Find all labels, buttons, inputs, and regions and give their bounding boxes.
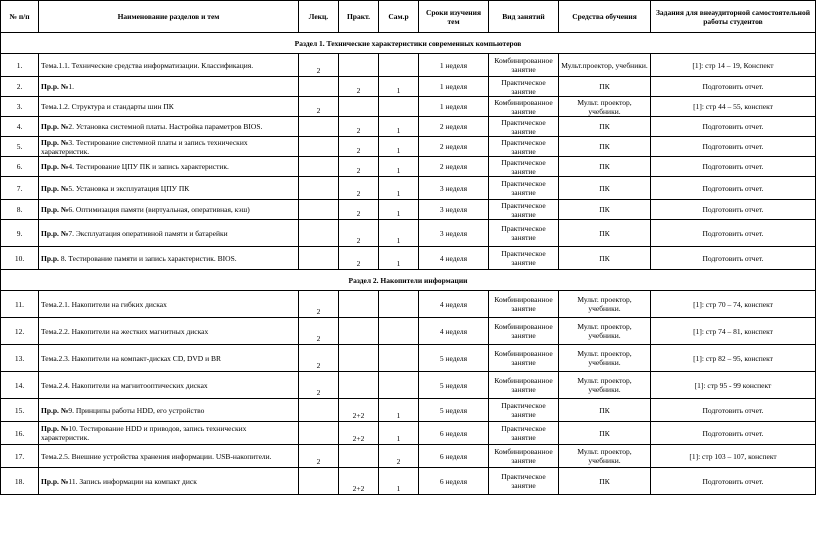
row-kind: Комбинированное занятие — [489, 54, 559, 77]
header-section: Наименование разделов и тем — [39, 1, 299, 33]
row-kind: Практическое занятие — [489, 137, 559, 157]
row-self — [379, 345, 419, 372]
row-lect — [299, 247, 339, 270]
row-number: 8. — [1, 200, 39, 220]
row-term: 1 неделя — [419, 54, 489, 77]
row-title-text: 3. Тестирование системной платы и запись технических характеристик. — [41, 137, 248, 156]
row-title-text: 8. Тестирование памяти и запись характеристик. BIOS. — [58, 253, 237, 263]
row-kind: Комбинированное занятие — [489, 345, 559, 372]
row-means: ПК — [559, 77, 651, 97]
row-title — [39, 200, 299, 220]
row-means: ПК — [559, 399, 651, 422]
row-title-text: Тема.2.5. Внешние устройства хранения информации. USB-накопители. — [41, 451, 272, 461]
row-self: 1 — [379, 220, 419, 247]
row-title-text: Тема.2.4. Накопители на магнитооптических дисках — [41, 380, 208, 390]
row-title-prefix: Пр.р. № — [41, 183, 69, 193]
row-title — [39, 97, 299, 117]
row-means: ПК — [559, 422, 651, 445]
table-row — [1, 445, 816, 468]
row-means: ПК — [559, 220, 651, 247]
row-pract: 2+2 — [339, 422, 379, 445]
row-kind: Практическое занятие — [489, 422, 559, 445]
row-title — [39, 399, 299, 422]
row-number: 18. — [1, 468, 39, 495]
row-task: Подготовить отчет. — [651, 157, 816, 177]
header-kind: Вид занятий — [489, 1, 559, 33]
row-number: 16. — [1, 422, 39, 445]
row-pract — [339, 54, 379, 77]
table-row — [1, 372, 816, 399]
row-task: [1]: стр 74 – 81, конспект — [651, 318, 816, 345]
row-lect — [299, 117, 339, 137]
row-number: 3. — [1, 97, 39, 117]
row-task: [1]: стр 44 – 55, конспект — [651, 97, 816, 117]
row-self: 1 — [379, 468, 419, 495]
row-task: Подготовить отчет. — [651, 117, 816, 137]
row-kind: Практическое занятие — [489, 200, 559, 220]
row-pract: 2 — [339, 247, 379, 270]
row-task: Подготовить отчет. — [651, 422, 816, 445]
row-means: ПК — [559, 468, 651, 495]
row-title — [39, 137, 299, 157]
row-term: 1 неделя — [419, 97, 489, 117]
row-title — [39, 117, 299, 137]
row-title-text: 6. Оптимизация памяти (виртуальная, оперативная, кэш) — [68, 205, 250, 214]
row-means: Мульт. проектор, учебники. — [559, 345, 651, 372]
row-title-text: 5. Установка и эксплуатация ЦПУ ПК — [68, 183, 190, 193]
table-body — [1, 33, 816, 495]
row-term: 5 неделя — [419, 345, 489, 372]
row-term: 3 неделя — [419, 220, 489, 247]
row-means: ПК — [559, 157, 651, 177]
row-lect — [299, 399, 339, 422]
row-title-text: 11. Запись информации на компакт диск — [68, 476, 197, 486]
header-means: Средства обучения — [559, 1, 651, 33]
row-title — [39, 77, 299, 97]
row-term: 4 неделя — [419, 318, 489, 345]
row-number: 1. — [1, 54, 39, 77]
row-task: Подготовить отчет. — [651, 399, 816, 422]
row-lect: 2 — [299, 445, 339, 468]
row-title — [39, 422, 299, 445]
table-row — [1, 422, 816, 445]
table-row — [1, 177, 816, 200]
row-kind: Комбинированное занятие — [489, 372, 559, 399]
row-means: Мульт. проектор, учебники. — [559, 372, 651, 399]
row-task: Подготовить отчет. — [651, 177, 816, 200]
row-means: Мульт. проектор, учебники. — [559, 97, 651, 117]
row-number: 11. — [1, 291, 39, 318]
row-title — [39, 157, 299, 177]
table-row — [1, 399, 816, 422]
row-title-text: Тема.1.2. Структура и стандарты шин ПК — [41, 102, 174, 111]
table-row — [1, 220, 816, 247]
row-pract — [339, 372, 379, 399]
row-self: 1 — [379, 200, 419, 220]
row-title — [39, 220, 299, 247]
row-number: 6. — [1, 157, 39, 177]
row-means: ПК — [559, 247, 651, 270]
row-title-text: Тема.2.2. Накопители на жестких магнитных дисках — [41, 326, 209, 336]
row-kind: Комбинированное занятие — [489, 318, 559, 345]
row-title-prefix: Пр.р. № — [41, 162, 69, 171]
row-number: 4. — [1, 117, 39, 137]
row-pract — [339, 97, 379, 117]
header-self: Сам.р — [379, 1, 419, 33]
row-lect — [299, 177, 339, 200]
section-title: Раздел 2. Накопители информации — [1, 270, 816, 291]
row-title-prefix: Пр.р. № — [41, 122, 69, 131]
section-2-row — [1, 270, 816, 291]
header-num: № п/п — [1, 1, 39, 33]
row-term: 4 неделя — [419, 247, 489, 270]
table-row — [1, 318, 816, 345]
row-title — [39, 54, 299, 77]
row-pract: 2 — [339, 157, 379, 177]
row-title-text: Тема.2.1. Накопители на гибких дисках — [41, 299, 167, 309]
row-term: 2 неделя — [419, 157, 489, 177]
row-means: ПК — [559, 117, 651, 137]
row-pract: 2 — [339, 200, 379, 220]
row-number: 17. — [1, 445, 39, 468]
row-kind: Практическое занятие — [489, 399, 559, 422]
row-number: 14. — [1, 372, 39, 399]
header-lect: Лекц. — [299, 1, 339, 33]
row-pract: 2 — [339, 77, 379, 97]
row-number: 5. — [1, 137, 39, 157]
row-kind: Практическое занятие — [489, 77, 559, 97]
row-title-text: 9. Принципы работы HDD, его устройство — [68, 405, 205, 415]
row-task: Подготовить отчет. — [651, 77, 816, 97]
row-term: 2 неделя — [419, 137, 489, 157]
row-kind: Практическое занятие — [489, 117, 559, 137]
row-self — [379, 372, 419, 399]
row-means: Мульт. проектор, учебники. — [559, 318, 651, 345]
row-lect — [299, 220, 339, 247]
row-title-text: 1. — [68, 82, 74, 91]
row-task: [1]: стр 14 – 19, Конспект — [651, 54, 816, 77]
row-title — [39, 291, 299, 318]
row-title — [39, 177, 299, 200]
row-number: 12. — [1, 318, 39, 345]
row-means: ПК — [559, 177, 651, 200]
row-task: [1]: стр 70 – 74, конспект — [651, 291, 816, 318]
row-self — [379, 318, 419, 345]
row-number: 7. — [1, 177, 39, 200]
header-terms: Сроки изучения тем — [419, 1, 489, 33]
row-lect — [299, 422, 339, 445]
row-lect — [299, 77, 339, 97]
table-row — [1, 468, 816, 495]
row-pract: 2 — [339, 137, 379, 157]
table-row — [1, 247, 816, 270]
row-kind: Практическое занятие — [489, 247, 559, 270]
header-tasks: Задания для внеаудиторной самостоятельной работы студентов — [651, 1, 816, 33]
row-task: Подготовить отчет. — [651, 220, 816, 247]
row-title-prefix: Пр.р. № — [41, 476, 69, 486]
row-task: Подготовить отчет. — [651, 137, 816, 157]
row-title-text: 7. Эксплуатация оперативной памяти и батарейки — [68, 228, 228, 238]
row-term: 1 неделя — [419, 77, 489, 97]
row-term: 6 неделя — [419, 468, 489, 495]
row-self — [379, 54, 419, 77]
row-means: Мульт. проектор, учебники. — [559, 291, 651, 318]
table-row — [1, 77, 816, 97]
row-kind: Практическое занятие — [489, 220, 559, 247]
row-title — [39, 247, 299, 270]
row-pract — [339, 291, 379, 318]
row-lect: 2 — [299, 345, 339, 372]
row-kind: Практическое занятие — [489, 468, 559, 495]
row-term: 5 неделя — [419, 372, 489, 399]
row-means: ПК — [559, 137, 651, 157]
row-lect: 2 — [299, 291, 339, 318]
row-pract — [339, 318, 379, 345]
row-title-prefix: Пр.р. — [41, 253, 59, 263]
row-title — [39, 468, 299, 495]
row-self: 1 — [379, 399, 419, 422]
row-task: Подготовить отчет. — [651, 468, 816, 495]
row-title-text: 4. Тестирование ЦПУ ПК и запись характеристик. — [68, 162, 229, 171]
table-row — [1, 97, 816, 117]
row-number: 9. — [1, 220, 39, 247]
row-number: 2. — [1, 77, 39, 97]
row-title-prefix: Пр.р. № — [41, 228, 69, 238]
row-term: 5 неделя — [419, 399, 489, 422]
table-row — [1, 117, 816, 137]
row-title — [39, 318, 299, 345]
row-term: 6 неделя — [419, 422, 489, 445]
row-pract: 2+2 — [339, 468, 379, 495]
row-lect: 2 — [299, 54, 339, 77]
row-title-text: 2. Установка системной платы. Настройка параметров BIOS. — [68, 122, 263, 131]
row-kind: Практическое занятие — [489, 157, 559, 177]
table-row — [1, 345, 816, 372]
row-self: 2 — [379, 445, 419, 468]
table-row — [1, 157, 816, 177]
row-self: 1 — [379, 137, 419, 157]
row-number: 15. — [1, 399, 39, 422]
table-row — [1, 200, 816, 220]
section-1-row — [1, 33, 816, 54]
row-pract: 2 — [339, 177, 379, 200]
row-task: [1]: стр 95 - 99 конспект — [651, 372, 816, 399]
row-title-prefix: Пр.р. № — [41, 137, 69, 147]
row-title-text: 10. Тестирование HDD и приводов, запись технических характеристик. — [41, 424, 247, 442]
row-lect: 2 — [299, 97, 339, 117]
row-self: 1 — [379, 157, 419, 177]
row-title-text: Тема.1.1. Технические средства информатизации. Классификация. — [41, 60, 254, 70]
row-self: 1 — [379, 77, 419, 97]
row-title-prefix: Пр.р. № — [41, 82, 69, 91]
row-pract — [339, 345, 379, 372]
row-term: 4 неделя — [419, 291, 489, 318]
table-row — [1, 54, 816, 77]
row-pract: 2 — [339, 117, 379, 137]
row-pract — [339, 445, 379, 468]
row-task: Подготовить отчет. — [651, 247, 816, 270]
row-self: 1 — [379, 177, 419, 200]
row-title-text: Тема.2.3. Накопители на компакт-дисках CD, DVD и BR — [41, 353, 221, 363]
row-lect — [299, 137, 339, 157]
row-term: 3 неделя — [419, 177, 489, 200]
row-kind: Комбинированное занятие — [489, 291, 559, 318]
row-term: 3 неделя — [419, 200, 489, 220]
row-lect — [299, 200, 339, 220]
section-title: Раздел 1. Технические характеристики современных компьютеров — [1, 33, 816, 54]
row-means: ПК — [559, 200, 651, 220]
row-kind: Комбинированное занятие — [489, 97, 559, 117]
row-task: [1]: стр 82 – 95, конспект — [651, 345, 816, 372]
row-self: 1 — [379, 247, 419, 270]
row-number: 13. — [1, 345, 39, 372]
row-title-prefix: Пр.р. № — [41, 205, 69, 214]
row-title — [39, 445, 299, 468]
row-task: [1]: стр 103 – 107, конспект — [651, 445, 816, 468]
row-title — [39, 345, 299, 372]
row-kind: Практическое занятие — [489, 177, 559, 200]
row-title-prefix: Пр.р. № — [41, 424, 69, 433]
row-pract: 2+2 — [339, 399, 379, 422]
table-row — [1, 137, 816, 157]
table-row — [1, 291, 816, 318]
row-lect: 2 — [299, 372, 339, 399]
row-lect — [299, 468, 339, 495]
row-term: 2 неделя — [419, 117, 489, 137]
row-lect: 2 — [299, 318, 339, 345]
row-pract: 2 — [339, 220, 379, 247]
row-means: Мульт. проектор, учебники. — [559, 445, 651, 468]
row-kind: Комбинированное занятие — [489, 445, 559, 468]
row-means: Мульт.проектор, учебники. — [559, 54, 651, 77]
row-self: 1 — [379, 117, 419, 137]
header-row — [1, 1, 816, 33]
row-title-prefix: Пр.р. № — [41, 405, 69, 415]
row-self — [379, 291, 419, 318]
row-self — [379, 97, 419, 117]
row-task: Подготовить отчет. — [651, 200, 816, 220]
row-term: 6 неделя — [419, 445, 489, 468]
row-title — [39, 372, 299, 399]
header-pract: Практ. — [339, 1, 379, 33]
row-lect — [299, 157, 339, 177]
row-self: 1 — [379, 422, 419, 445]
row-number: 10. — [1, 247, 39, 270]
